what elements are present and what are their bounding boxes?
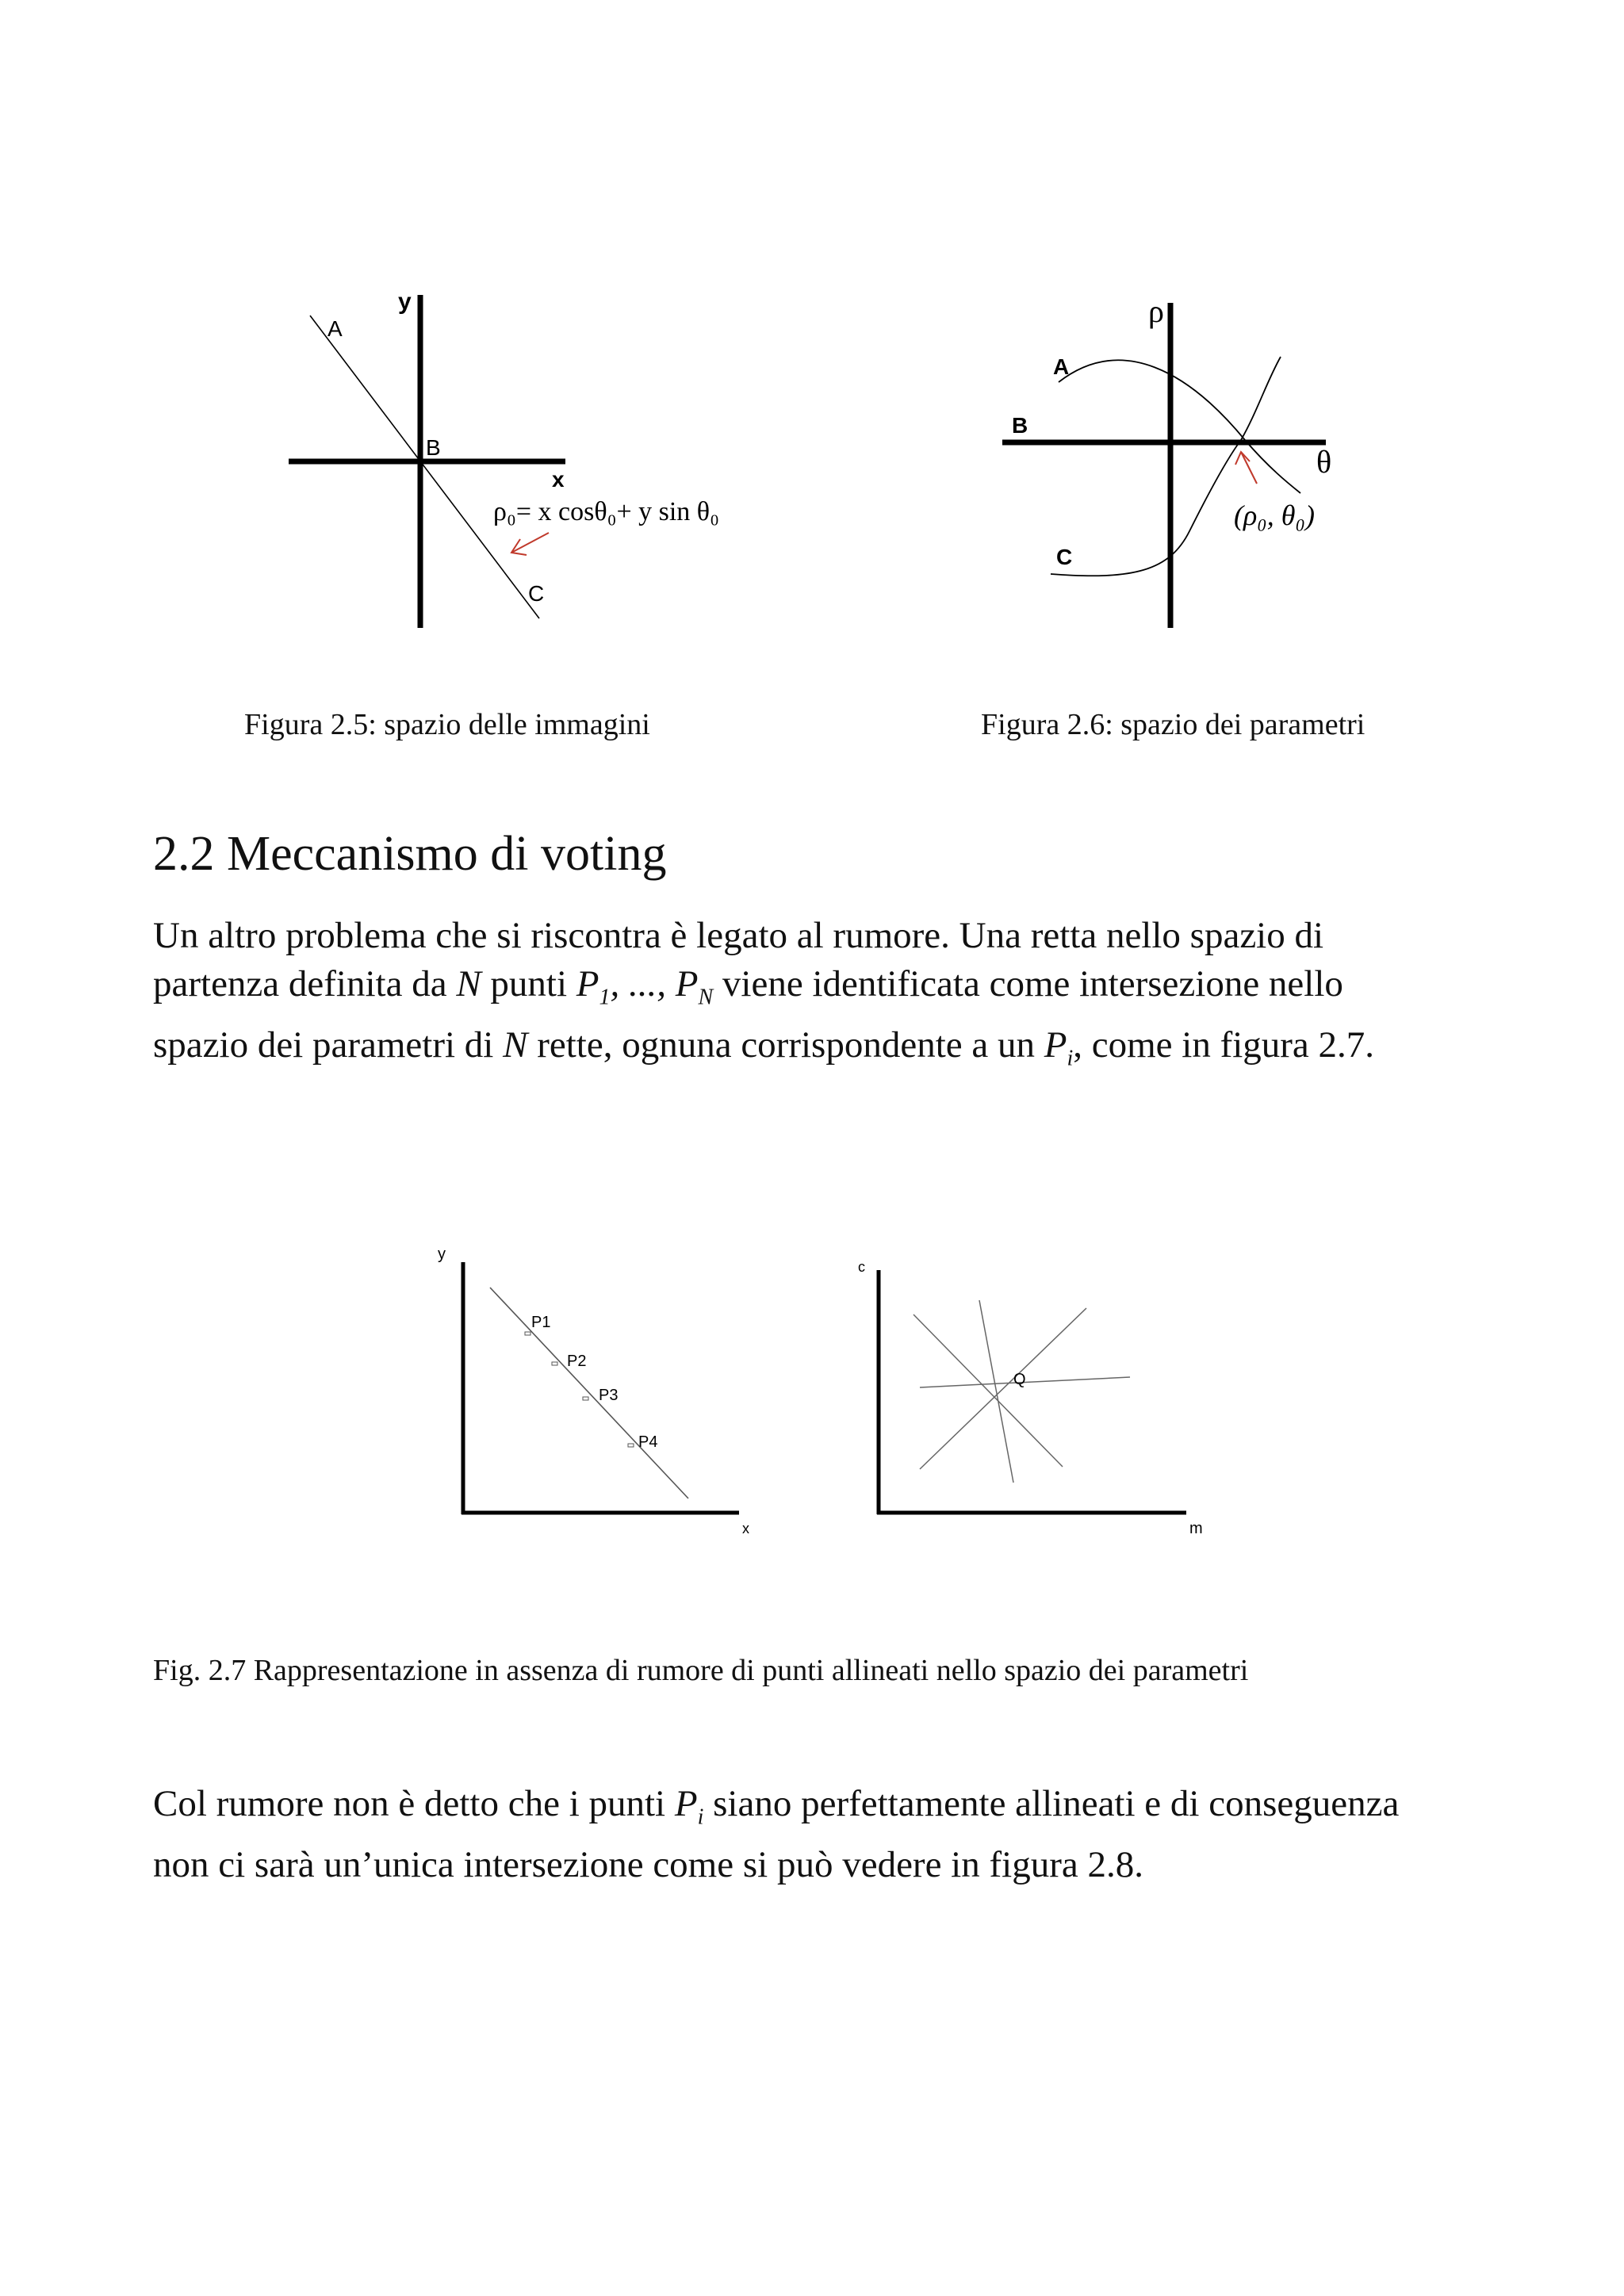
point-c-label: C: [528, 581, 545, 606]
figure-2-7-right-plot: [858, 1259, 1203, 1537]
point-p3-marker: [583, 1397, 588, 1400]
figure-2-7-caption: Fig. 2.7 Rappresentazione in assenza di rumore di punti allineati nello spazio dei parametri: [153, 1654, 1249, 1687]
point-p1-label: P1: [531, 1314, 551, 1331]
figure-2-6: [983, 285, 1364, 650]
paragraph-intro-line-2: partenza definita da N punti $P_1$, ..., $P_N$ viene identificata come intersezione nello: [153, 963, 1343, 1010]
figure-2-5: [270, 285, 777, 650]
point-p4-marker: [628, 1444, 634, 1447]
param-line-3: [979, 1300, 1013, 1483]
point-p4-label: P4: [638, 1433, 658, 1451]
paragraph-noise-line-2: non ci sarà un’unica intersezione come si può vedere in figura 2.8.: [153, 1844, 1143, 1886]
curve-a: [1059, 360, 1300, 493]
right-c-label: c: [858, 1259, 865, 1275]
point-p2-label: P2: [567, 1353, 587, 1370]
left-x-label: x: [742, 1521, 749, 1536]
figure-2-7-left-plot: [438, 1246, 749, 1536]
point-p2-marker: [552, 1362, 557, 1365]
figure-2-6-caption: Figura 2.6: spazio dei parametri: [981, 708, 1365, 741]
intersection-q-label: Q: [1013, 1371, 1026, 1388]
y-axis-label: y: [398, 289, 412, 315]
rho-axis-label: ρ: [1148, 293, 1164, 329]
curve-a-label: A: [1053, 354, 1070, 379]
left-y-label: y: [438, 1246, 446, 1263]
figure-2-6-diagram: [983, 285, 1364, 650]
right-m-label: m: [1189, 1520, 1203, 1537]
paragraph-intro-line-1: Un altro problema che si riscontra è legato al rumore. Una retta nello spazio di: [153, 915, 1324, 956]
paragraph-noise: [153, 1780, 1517, 1889]
figure-2-7-diagram: [428, 1245, 1221, 1546]
line-abc: [310, 316, 539, 618]
param-line-1: [914, 1314, 1063, 1467]
line-formula: ρ₀= x cosθ₀+ y sin θ₀: [493, 497, 719, 526]
figure-2-7: [428, 1245, 1221, 1546]
figure-2-5-diagram: [270, 285, 777, 650]
x-axis-label: x: [552, 467, 565, 492]
paragraph-intro-line-3: spazio dei parametri di N rette, ognuna corrispondente a un $P_i$, come in figura 2.7.: [153, 1024, 1375, 1071]
point-p1-marker: [525, 1332, 530, 1335]
theta-axis-label: θ: [1316, 444, 1332, 480]
formula-arrow: [511, 533, 549, 555]
intersection-arrow: [1235, 452, 1257, 484]
param-line-2: [920, 1308, 1086, 1469]
point-a-label: A: [327, 316, 343, 341]
intersection-label: (ρ₀, θ₀): [1234, 499, 1315, 531]
curve-c-label: C: [1056, 545, 1073, 569]
section-heading: 2.2 Meccanismo di voting: [153, 827, 667, 881]
paragraph-noise-line-1: Col rumore non è detto che i punti $P_i$ siano perfettamente allineati e di conseguenza: [153, 1783, 1400, 1830]
curve-c: [1051, 357, 1281, 576]
paragraph-intro: [153, 912, 1517, 1083]
point-p3-label: P3: [599, 1387, 619, 1404]
figure-2-5-caption: Figura 2.5: spazio delle immagini: [244, 708, 650, 741]
point-b-label: B: [426, 435, 441, 460]
aligned-points-line: [490, 1288, 688, 1498]
line-b-label: B: [1012, 413, 1028, 438]
